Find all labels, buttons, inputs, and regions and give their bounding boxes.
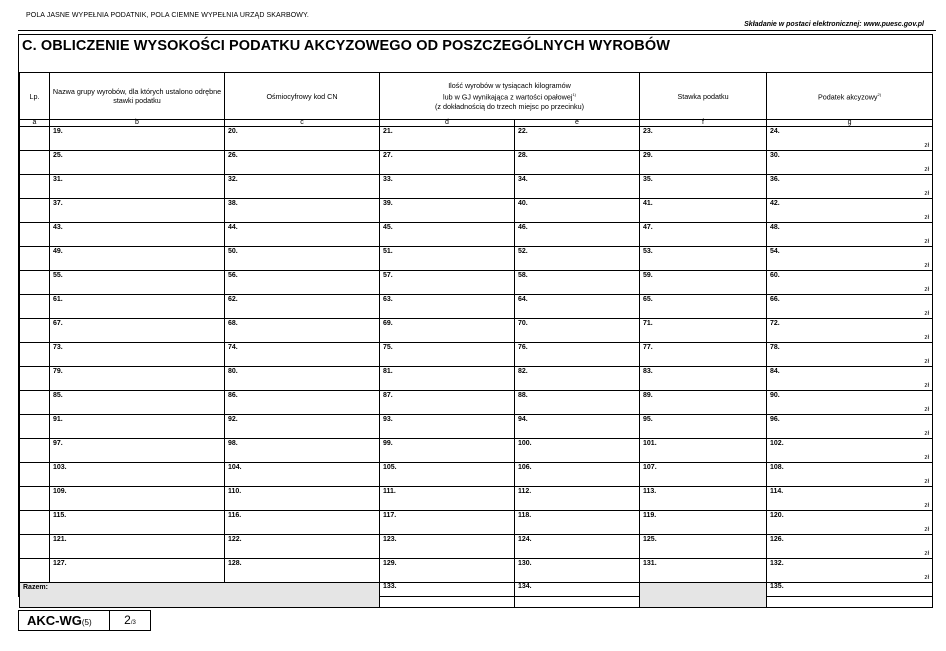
- row-lp-cell: [20, 487, 50, 511]
- cn-code-field[interactable]: 44.: [225, 223, 380, 247]
- column-letter-d: d: [380, 120, 515, 127]
- gj-field[interactable]: 22.: [515, 127, 640, 151]
- quantity-field[interactable]: 69.: [380, 319, 515, 343]
- quantity-field[interactable]: 93.: [380, 415, 515, 439]
- field-number: 96.: [770, 416, 780, 423]
- table-row: [20, 319, 933, 343]
- quantity-field[interactable]: 99.: [380, 439, 515, 463]
- gj-field[interactable]: 46.: [515, 223, 640, 247]
- currency-label: zł: [924, 382, 930, 389]
- cn-code-field[interactable]: 116.: [225, 511, 380, 535]
- fill-instruction-note: POLA JASNE WYPEŁNIA PODATNIK, POLA CIEMNE WYPEŁNIA URZĄD SKARBOWY.: [26, 12, 309, 19]
- gj-field[interactable]: 100.: [515, 439, 640, 463]
- cn-code-field[interactable]: 74.: [225, 343, 380, 367]
- field-number: 42.: [770, 200, 780, 207]
- cn-code-field[interactable]: 62.: [225, 295, 380, 319]
- field-number: 90.: [770, 392, 780, 399]
- column-letter-b: b: [50, 120, 225, 127]
- product-group-field[interactable]: 103.: [50, 463, 225, 487]
- table-row: [20, 367, 933, 391]
- table-row: [20, 127, 933, 151]
- excise-tax-field[interactable]: [767, 487, 933, 511]
- row-lp-cell: [20, 367, 50, 391]
- excise-tax-field[interactable]: [767, 151, 933, 175]
- quantity-field[interactable]: 87.: [380, 391, 515, 415]
- gj-field[interactable]: 76.: [515, 343, 640, 367]
- product-group-field[interactable]: 25.: [50, 151, 225, 175]
- tax-calculation-table: [19, 72, 933, 608]
- field-number: 60.: [770, 272, 780, 279]
- cn-code-field[interactable]: 56.: [225, 271, 380, 295]
- field-number: 30.: [770, 152, 780, 159]
- currency-label: zł: [924, 502, 930, 509]
- cn-code-field[interactable]: 110.: [225, 487, 380, 511]
- field-number: 84.: [770, 368, 780, 375]
- form-code: [19, 611, 110, 630]
- excise-tax-field[interactable]: [767, 247, 933, 271]
- product-group-field[interactable]: 91.: [50, 415, 225, 439]
- total-rate-blank: [640, 583, 767, 608]
- currency-label: zł: [924, 358, 930, 365]
- cn-code-field[interactable]: 122.: [225, 535, 380, 559]
- row-lp-cell: [20, 319, 50, 343]
- excise-tax-field[interactable]: [767, 199, 933, 223]
- table-row: [20, 415, 933, 439]
- quantity-field[interactable]: 57.: [380, 271, 515, 295]
- table-row: [20, 295, 933, 319]
- field-number: 108.: [770, 464, 784, 471]
- gj-field[interactable]: 64.: [515, 295, 640, 319]
- electronic-submission-note: Składanie w postaci elektronicznej: www.puesc.gov.pl: [744, 21, 924, 28]
- excise-tax-field[interactable]: [767, 535, 933, 559]
- row-lp-cell: [20, 127, 50, 151]
- tax-rate-field[interactable]: 77.: [640, 343, 767, 367]
- table-row: [20, 151, 933, 175]
- cn-code-field[interactable]: 86.: [225, 391, 380, 415]
- excise-tax-field[interactable]: [767, 439, 933, 463]
- gj-field[interactable]: 58.: [515, 271, 640, 295]
- header-tax-rate: Stawka podatku: [640, 73, 767, 120]
- cn-code-field[interactable]: 104.: [225, 463, 380, 487]
- quantity-field[interactable]: 51.: [380, 247, 515, 271]
- currency-label: zł: [924, 238, 930, 245]
- currency-label: zł: [924, 286, 930, 293]
- quantity-field[interactable]: 21.: [380, 127, 515, 151]
- tax-rate-field[interactable]: 95.: [640, 415, 767, 439]
- currency-label: zł: [924, 214, 930, 221]
- product-group-field[interactable]: 121.: [50, 535, 225, 559]
- footnote-1: 1): [572, 92, 576, 98]
- gj-field[interactable]: 28.: [515, 151, 640, 175]
- tax-rate-field[interactable]: 47.: [640, 223, 767, 247]
- gj-field[interactable]: 124.: [515, 535, 640, 559]
- currency-label: zł: [924, 550, 930, 557]
- table-row: [20, 271, 933, 295]
- product-group-field[interactable]: 43.: [50, 223, 225, 247]
- gj-field[interactable]: 34.: [515, 175, 640, 199]
- section-title: C. OBLICZENIE WYSOKOŚCI PODATKU AKCYZOWEGO OD POSZCZEGÓLNYCH WYROBÓW: [22, 38, 671, 54]
- form-footer: [18, 610, 151, 631]
- product-group-field[interactable]: 73.: [50, 343, 225, 367]
- field-number: 120.: [770, 512, 784, 519]
- header-row: [20, 73, 933, 120]
- table-row: [20, 463, 933, 487]
- row-lp-cell: [20, 559, 50, 583]
- table-row: [20, 511, 933, 535]
- product-group-field[interactable]: 79.: [50, 367, 225, 391]
- quantity-field[interactable]: 105.: [380, 463, 515, 487]
- header-excise-tax: [767, 73, 933, 120]
- excise-tax-field[interactable]: [767, 463, 933, 487]
- gj-field[interactable]: 70.: [515, 319, 640, 343]
- table-row: [20, 247, 933, 271]
- total-gj-field[interactable]: 134.: [515, 583, 640, 608]
- product-group-field[interactable]: 55.: [50, 271, 225, 295]
- currency-label: zł: [924, 526, 930, 533]
- currency-label: zł: [924, 478, 930, 485]
- form-code-label: AKC-WG: [27, 613, 82, 628]
- table-row: [20, 391, 933, 415]
- total-tax-field[interactable]: 135.: [767, 583, 933, 608]
- table-row: [20, 559, 933, 583]
- field-number: 102.: [770, 440, 784, 447]
- gj-field[interactable]: 94.: [515, 415, 640, 439]
- row-lp-cell: [20, 151, 50, 175]
- tax-rate-field[interactable]: 41.: [640, 199, 767, 223]
- cn-code-field[interactable]: 92.: [225, 415, 380, 439]
- table-row: [20, 439, 933, 463]
- product-group-field[interactable]: 31.: [50, 175, 225, 199]
- cn-code-field[interactable]: 80.: [225, 367, 380, 391]
- product-group-field[interactable]: 115.: [50, 511, 225, 535]
- table-row: [20, 487, 933, 511]
- tax-rate-field[interactable]: 53.: [640, 247, 767, 271]
- column-letter-a: a: [20, 120, 50, 127]
- product-group-field[interactable]: 61.: [50, 295, 225, 319]
- row-lp-cell: [20, 511, 50, 535]
- quantity-field[interactable]: 45.: [380, 223, 515, 247]
- product-group-field[interactable]: 19.: [50, 127, 225, 151]
- excise-tax-field[interactable]: [767, 511, 933, 535]
- quantity-field[interactable]: 111.: [380, 487, 515, 511]
- total-quantity-field[interactable]: 133.: [380, 583, 515, 608]
- top-divider: [18, 30, 936, 31]
- product-group-field[interactable]: 85.: [50, 391, 225, 415]
- tax-rate-field[interactable]: 101.: [640, 439, 767, 463]
- field-number: 54.: [770, 248, 780, 255]
- excise-tax-field[interactable]: [767, 391, 933, 415]
- field-number: 24.: [770, 128, 780, 135]
- gj-field[interactable]: 130.: [515, 559, 640, 583]
- section-c-box: [18, 34, 933, 597]
- gj-field[interactable]: 106.: [515, 463, 640, 487]
- total-row: [20, 583, 933, 608]
- currency-label: zł: [924, 190, 930, 197]
- currency-label: zł: [924, 262, 930, 269]
- page-number: [110, 611, 150, 630]
- gj-field[interactable]: 88.: [515, 391, 640, 415]
- form-version: (5): [81, 618, 92, 627]
- excise-tax-field[interactable]: [767, 127, 933, 151]
- cn-code-field[interactable]: 38.: [225, 199, 380, 223]
- currency-label: zł: [924, 310, 930, 317]
- cn-code-field[interactable]: 68.: [225, 319, 380, 343]
- field-number: 66.: [770, 296, 780, 303]
- field-number: 126.: [770, 536, 784, 543]
- product-group-field[interactable]: 67.: [50, 319, 225, 343]
- row-lp-cell: [20, 223, 50, 247]
- header-lp: Lp.: [20, 73, 50, 120]
- quantity-field[interactable]: 123.: [380, 535, 515, 559]
- gj-field[interactable]: 40.: [515, 199, 640, 223]
- row-lp-cell: [20, 247, 50, 271]
- tax-rate-field[interactable]: 35.: [640, 175, 767, 199]
- currency-label: zł: [924, 334, 930, 341]
- table-row: [20, 535, 933, 559]
- header-cn-code: Ośmiocyfrowy kod CN: [225, 73, 380, 120]
- tax-rate-field[interactable]: 113.: [640, 487, 767, 511]
- column-letter-e: e: [515, 120, 640, 127]
- cn-code-field[interactable]: 128.: [225, 559, 380, 583]
- currency-label: zł: [924, 142, 930, 149]
- column-letter-f: f: [640, 120, 767, 127]
- gj-field[interactable]: 112.: [515, 487, 640, 511]
- excise-tax-field[interactable]: [767, 223, 933, 247]
- header-quantity-line1: Ilość wyrobów w tysiącach kilogramów: [448, 81, 571, 91]
- header-excise-tax-label: Podatek akcyzowy: [817, 92, 878, 102]
- cn-code-field[interactable]: 98.: [225, 439, 380, 463]
- row-lp-cell: [20, 415, 50, 439]
- quantity-field[interactable]: 33.: [380, 175, 515, 199]
- total-label: Razem:: [20, 583, 380, 608]
- cn-code-field[interactable]: 50.: [225, 247, 380, 271]
- quantity-field[interactable]: 63.: [380, 295, 515, 319]
- header-product-group: Nazwa grupy wyrobów, dla których ustalono odrębne stawki podatku: [50, 73, 225, 120]
- currency-label: zł: [924, 430, 930, 437]
- footnote-2: 2): [877, 92, 882, 98]
- product-group-field[interactable]: 109.: [50, 487, 225, 511]
- field-number: 36.: [770, 176, 780, 183]
- column-letters-row: [20, 120, 933, 127]
- row-lp-cell: [20, 271, 50, 295]
- quantity-field[interactable]: 129.: [380, 559, 515, 583]
- cn-code-field[interactable]: 20.: [225, 127, 380, 151]
- page-total: /3: [130, 620, 136, 626]
- currency-label: zł: [924, 166, 930, 173]
- row-lp-cell: [20, 535, 50, 559]
- tax-rate-field[interactable]: 65.: [640, 295, 767, 319]
- quantity-field[interactable]: 27.: [380, 151, 515, 175]
- gj-field[interactable]: 52.: [515, 247, 640, 271]
- product-group-field[interactable]: 97.: [50, 439, 225, 463]
- excise-tax-field[interactable]: [767, 271, 933, 295]
- row-lp-cell: [20, 199, 50, 223]
- row-lp-cell: [20, 391, 50, 415]
- cn-code-field[interactable]: 26.: [225, 151, 380, 175]
- product-group-field[interactable]: 127.: [50, 559, 225, 583]
- tax-rate-field[interactable]: 59.: [640, 271, 767, 295]
- quantity-field[interactable]: 117.: [380, 511, 515, 535]
- table-row: [20, 175, 933, 199]
- tax-rate-field[interactable]: 71.: [640, 319, 767, 343]
- excise-tax-field[interactable]: [767, 367, 933, 391]
- product-group-field[interactable]: 37.: [50, 199, 225, 223]
- quantity-field[interactable]: 75.: [380, 343, 515, 367]
- product-group-field[interactable]: 49.: [50, 247, 225, 271]
- header-quantity: [380, 73, 640, 120]
- tax-rate-field[interactable]: 23.: [640, 127, 767, 151]
- row-lp-cell: [20, 295, 50, 319]
- quantity-field[interactable]: 81.: [380, 367, 515, 391]
- column-letter-g: g: [767, 120, 933, 127]
- tax-rate-field[interactable]: 107.: [640, 463, 767, 487]
- tax-rate-field[interactable]: 89.: [640, 391, 767, 415]
- excise-tax-field[interactable]: [767, 175, 933, 199]
- header-quantity-line3: (z dokładnością do trzech miejsc po przecinku): [435, 101, 585, 111]
- tax-rate-field[interactable]: 131.: [640, 559, 767, 583]
- field-number: 78.: [770, 344, 780, 351]
- table-row: [20, 343, 933, 367]
- cn-code-field[interactable]: 32.: [225, 175, 380, 199]
- tax-rate-field[interactable]: 125.: [640, 535, 767, 559]
- tax-rate-field[interactable]: 29.: [640, 151, 767, 175]
- currency-label: zł: [924, 406, 930, 413]
- field-number: 48.: [770, 224, 780, 231]
- field-number: 114.: [770, 488, 784, 495]
- gj-field[interactable]: 82.: [515, 367, 640, 391]
- row-lp-cell: [20, 439, 50, 463]
- row-lp-cell: [20, 175, 50, 199]
- field-number: 132.: [770, 560, 784, 567]
- table-row: [20, 199, 933, 223]
- row-lp-cell: [20, 463, 50, 487]
- excise-tax-field[interactable]: [767, 319, 933, 343]
- tax-rate-field[interactable]: 83.: [640, 367, 767, 391]
- quantity-field[interactable]: 39.: [380, 199, 515, 223]
- excise-tax-field[interactable]: [767, 415, 933, 439]
- currency-label: zł: [924, 574, 930, 581]
- header-quantity-line2: lub w GJ wynikająca z wartości opałowej: [443, 92, 573, 102]
- currency-label: zł: [924, 454, 930, 461]
- page-current: 2: [124, 613, 131, 627]
- gj-field[interactable]: 118.: [515, 511, 640, 535]
- excise-tax-field[interactable]: [767, 295, 933, 319]
- excise-tax-field[interactable]: [767, 559, 933, 583]
- field-number: 72.: [770, 320, 780, 327]
- column-letter-c: c: [225, 120, 380, 127]
- tax-rate-field[interactable]: 119.: [640, 511, 767, 535]
- table-row: [20, 223, 933, 247]
- excise-tax-field[interactable]: [767, 343, 933, 367]
- row-lp-cell: [20, 343, 50, 367]
